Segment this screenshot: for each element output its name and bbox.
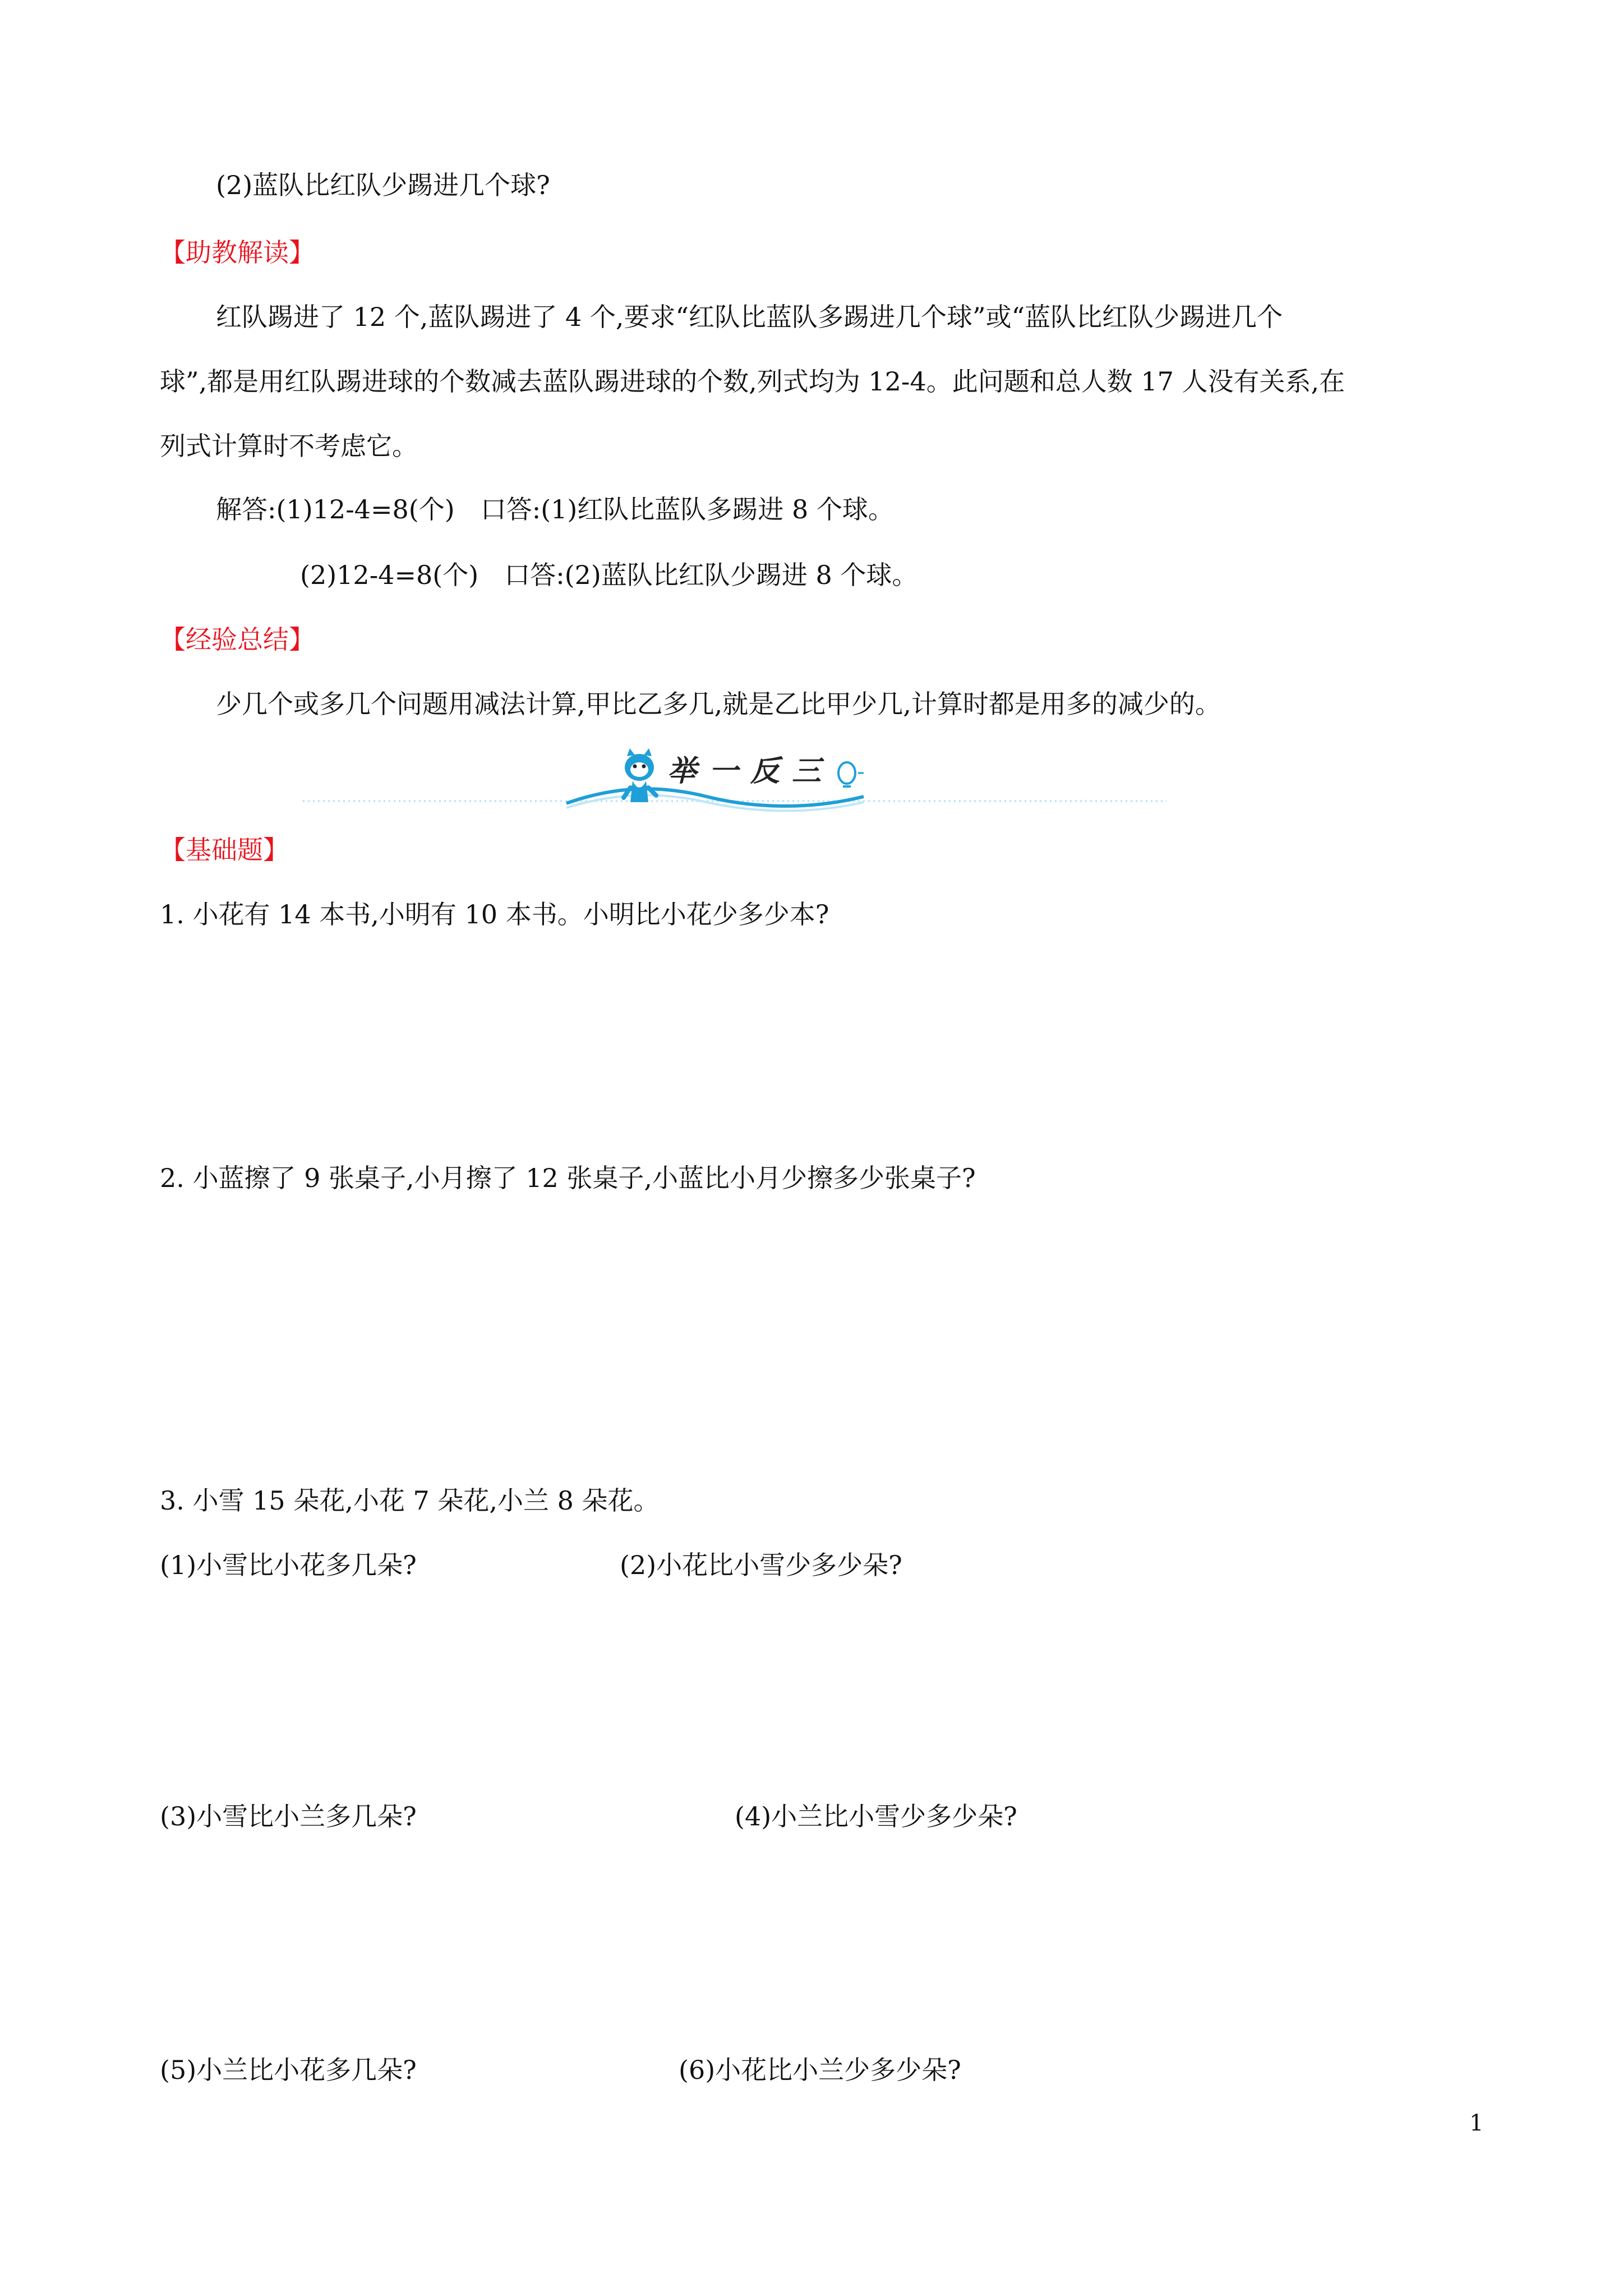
- exercise-3: 3. 小雪 15 朵花,小花 7 朵花,小兰 8 朵花。: [160, 1485, 660, 1516]
- exercise-2: 2. 小蓝擦了 9 张桌子,小月擦了 12 张桌子,小蓝比小月少擦多少张桌子?: [160, 1163, 976, 1193]
- banner-title: 举一反三: [667, 754, 834, 788]
- tiger-mascot-icon: [624, 748, 656, 802]
- exercise-3-part-3: (3)小雪比小兰多几朵?: [160, 1801, 417, 1832]
- tag-experience-summary: 【经验总结】: [160, 624, 315, 655]
- tag-teaching-guide: 【助教解读】: [160, 237, 315, 268]
- guide-paragraph-line-3: 列式计算时不考虑它。: [160, 431, 418, 461]
- answer-line-1: 解答:(1)12-4=8(个) 口答:(1)红队比蓝队多踢进 8 个球。: [216, 494, 894, 524]
- tag-basic-questions: 【基础题】: [160, 835, 289, 865]
- guide-paragraph-line-2: 球”,都是用红队踢进球的个数减去蓝队踢进球的个数,列式均为 12-4。此问题和总人数 17 人没有关系,在: [160, 366, 1345, 397]
- bulb-icon: [838, 762, 864, 786]
- guide-paragraph-line-1: 红队踢进了 12 个,蓝队踢进了 4 个,要求“红队比蓝队多踢进几个球”或“蓝队比红队少踢进几个: [216, 302, 1283, 332]
- exercise-3-part-1: (1)小雪比小花多几朵?: [160, 1550, 417, 1580]
- exercise-3-part-6: (6)小花比小兰少多少朵?: [679, 2055, 961, 2085]
- answer-line-2: (2)12-4=8(个) 口答:(2)蓝队比红队少踢进 8 个球。: [300, 560, 918, 590]
- exercise-3-part-2: (2)小花比小雪少多少朵?: [620, 1550, 902, 1580]
- page-number: 1: [1469, 2110, 1484, 2136]
- summary-paragraph: 少几个或多几个问题用减法计算,甲比乙多几,就是乙比甲少几,计算时都是用多的减少的。: [216, 689, 1221, 719]
- question-2-previous: (2)蓝队比红队少踢进几个球?: [216, 170, 550, 200]
- exercise-3-part-4: (4)小兰比小雪少多少朵?: [735, 1801, 1017, 1832]
- exercise-1: 1. 小花有 14 本书,小明有 10 本书。小明比小花少多少本?: [160, 899, 829, 930]
- exercise-3-part-5: (5)小兰比小花多几朵?: [160, 2055, 417, 2085]
